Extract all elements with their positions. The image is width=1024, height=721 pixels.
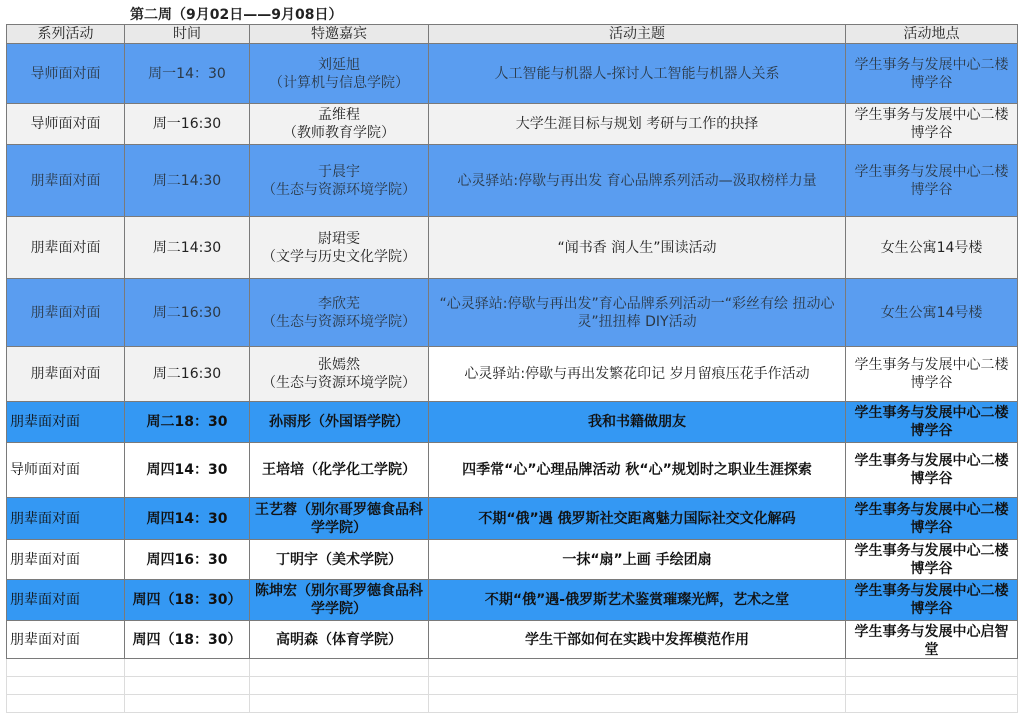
cell-time[interactable]: 周一14：30 [125,44,250,104]
empty-cell[interactable] [125,695,250,713]
cell-topic[interactable]: 不期“俄”遇 俄罗斯社交距离魅力国际社交文化解码 [429,498,846,540]
cell-time[interactable]: 周二16:30 [125,347,250,402]
cell-topic[interactable]: 大学生涯目标与规划 考研与工作的抉择 [429,104,846,145]
sheet-title: 第二周（9月02日——9月08日） [130,7,343,23]
empty-cell[interactable] [125,677,250,695]
empty-cell[interactable] [250,677,429,695]
header-series[interactable]: 系列活动 [7,25,125,44]
empty-cell[interactable] [125,659,250,677]
cell-time[interactable]: 周二14:30 [125,217,250,279]
table-row [7,580,1018,621]
cell-time[interactable]: 周一16:30 [125,104,250,145]
table-row [7,347,1018,402]
cell-guest[interactable]: 于晨宇 （生态与资源环境学院） [250,145,429,217]
table-row [7,621,1018,659]
cell-topic[interactable]: 我和书籍做朋友 [429,402,846,443]
cell-time[interactable]: 周四14：30 [125,443,250,498]
cell-topic[interactable]: 不期“俄”遇-俄罗斯艺术鉴赏璀璨光辉，艺术之堂 [429,580,846,621]
cell-time[interactable]: 周二18：30 [125,402,250,443]
cell-place[interactable] [846,621,1018,659]
cell-place[interactable]: 女生公寓14号楼 [846,279,1018,347]
empty-cell[interactable] [429,659,846,677]
cell-place[interactable]: 学生事务与发展中心二楼博学谷 [846,104,1018,145]
empty-cell[interactable] [250,695,429,713]
cell-series[interactable]: 朋辈面对面 [7,621,125,659]
table-row [7,402,1018,443]
empty-cell[interactable] [846,695,1018,713]
empty-cell[interactable] [846,659,1018,677]
cell-place[interactable]: 学生事务与发展中心二楼博学谷 [846,498,1018,540]
cell-place[interactable]: 学生事务与发展中心二楼博学谷 [846,580,1018,621]
header-time[interactable]: 时间 [125,25,250,44]
empty-cell[interactable] [7,659,125,677]
cell-time[interactable]: 周四（18：30） [125,621,250,659]
cell-topic[interactable]: 四季常“心”心理品牌活动 秋“心”规划时之职业生涯探索 [429,443,846,498]
table-row [7,44,1018,104]
cell-series[interactable]: 朋辈面对面 [7,347,125,402]
cell-topic[interactable]: “闻书香 润人生”围读活动 [429,217,846,279]
cell-topic[interactable]: 学生干部如何在实践中发挥模范作用 [429,621,846,659]
cell-place[interactable]: 学生事务与发展中心二楼博学谷 [846,145,1018,217]
cell-series[interactable]: 朋辈面对面 [7,145,125,217]
cell-series[interactable]: 导师面对面 [7,443,125,498]
cell-guest[interactable]: 孟维程 （教师教育学院） [250,104,429,145]
cell-guest[interactable]: 王培培（化学化工学院） [250,443,429,498]
cell-guest[interactable]: 孙雨彤（外国语学院） [250,402,429,443]
cell-topic[interactable]: “心灵驿站:停歇与再出发”育心品牌系列活动一“彩丝有绘 扭动心灵”扭扭棒 DIY活动 [429,279,846,347]
table-row [7,498,1018,540]
header-row [7,25,1018,44]
cell-series[interactable]: 导师面对面 [7,44,125,104]
empty-cell[interactable] [846,677,1018,695]
cell-guest[interactable]: 陈坤宏（别尔哥罗德食品科学学院） [250,580,429,621]
empty-cell[interactable] [7,677,125,695]
cell-series[interactable]: 朋辈面对面 [7,217,125,279]
empty-cell[interactable] [429,695,846,713]
cell-topic[interactable]: 心灵驿站:停歇与再出发 育心品牌系列活动—汲取榜样力量 [429,145,846,217]
cell-series[interactable]: 朋辈面对面 [7,279,125,347]
cell-topic[interactable]: 一抹“扇”上画 手绘团扇 [429,540,846,580]
cell-guest[interactable]: 丁明宇（美术学院） [250,540,429,580]
header-topic[interactable]: 活动主题 [429,25,846,44]
schedule-table [6,24,1018,713]
place-text: 学生事务与发展中心启智堂 [854,623,1009,657]
cell-time[interactable]: 周二16:30 [125,279,250,347]
header-place[interactable]: 活动地点 [846,25,1018,44]
table-row [7,145,1018,217]
cell-place[interactable]: 学生事务与发展中心二楼博学谷 [846,443,1018,498]
empty-row [7,659,1018,677]
cell-place[interactable]: 学生事务与发展中心二楼博学谷 [846,540,1018,580]
guest-text: 张嫣然 （生态与资源环境学院） [262,357,416,391]
table-row [7,279,1018,347]
table-row [7,443,1018,498]
cell-time[interactable]: 周四16：30 [125,540,250,580]
cell-time[interactable]: 周二14:30 [125,145,250,217]
cell-guest[interactable] [250,347,429,402]
cell-series[interactable]: 朋辈面对面 [7,402,125,443]
cell-guest[interactable]: 尉珺雯 （文学与历史文化学院） [250,217,429,279]
cell-series[interactable]: 朋辈面对面 [7,580,125,621]
cell-time[interactable]: 周四（18：30） [125,580,250,621]
empty-row [7,695,1018,713]
header-guest[interactable]: 特邀嘉宾 [250,25,429,44]
cell-series[interactable]: 朋辈面对面 [7,498,125,540]
empty-cell[interactable] [429,677,846,695]
cell-place[interactable]: 女生公寓14号楼 [846,217,1018,279]
cell-guest[interactable]: 李欣芜 （生态与资源环境学院） [250,279,429,347]
empty-cell[interactable] [7,695,125,713]
empty-cell[interactable] [250,659,429,677]
table-row [7,104,1018,145]
cell-series[interactable]: 导师面对面 [7,104,125,145]
cell-guest[interactable]: 王艺蓉（别尔哥罗德食品科学学院） [250,498,429,540]
cell-topic[interactable]: 心灵驿站:停歇与再出发繁花印记 岁月留痕压花手作活动 [429,347,846,402]
cell-guest[interactable]: 刘延旭 （计算机与信息学院） [250,44,429,104]
empty-row [7,677,1018,695]
cell-topic[interactable]: 人工智能与机器人-探讨人工智能与机器人关系 [429,44,846,104]
table-row [7,217,1018,279]
cell-place[interactable]: 学生事务与发展中心二楼博学谷 [846,44,1018,104]
cell-series[interactable]: 朋辈面对面 [7,540,125,580]
table-row [7,540,1018,580]
cell-place[interactable]: 学生事务与发展中心二楼博学谷 [846,347,1018,402]
cell-place[interactable]: 学生事务与发展中心二楼博学谷 [846,402,1018,443]
cell-time[interactable]: 周四14：30 [125,498,250,540]
cell-guest[interactable]: 高明森（体育学院） [250,621,429,659]
